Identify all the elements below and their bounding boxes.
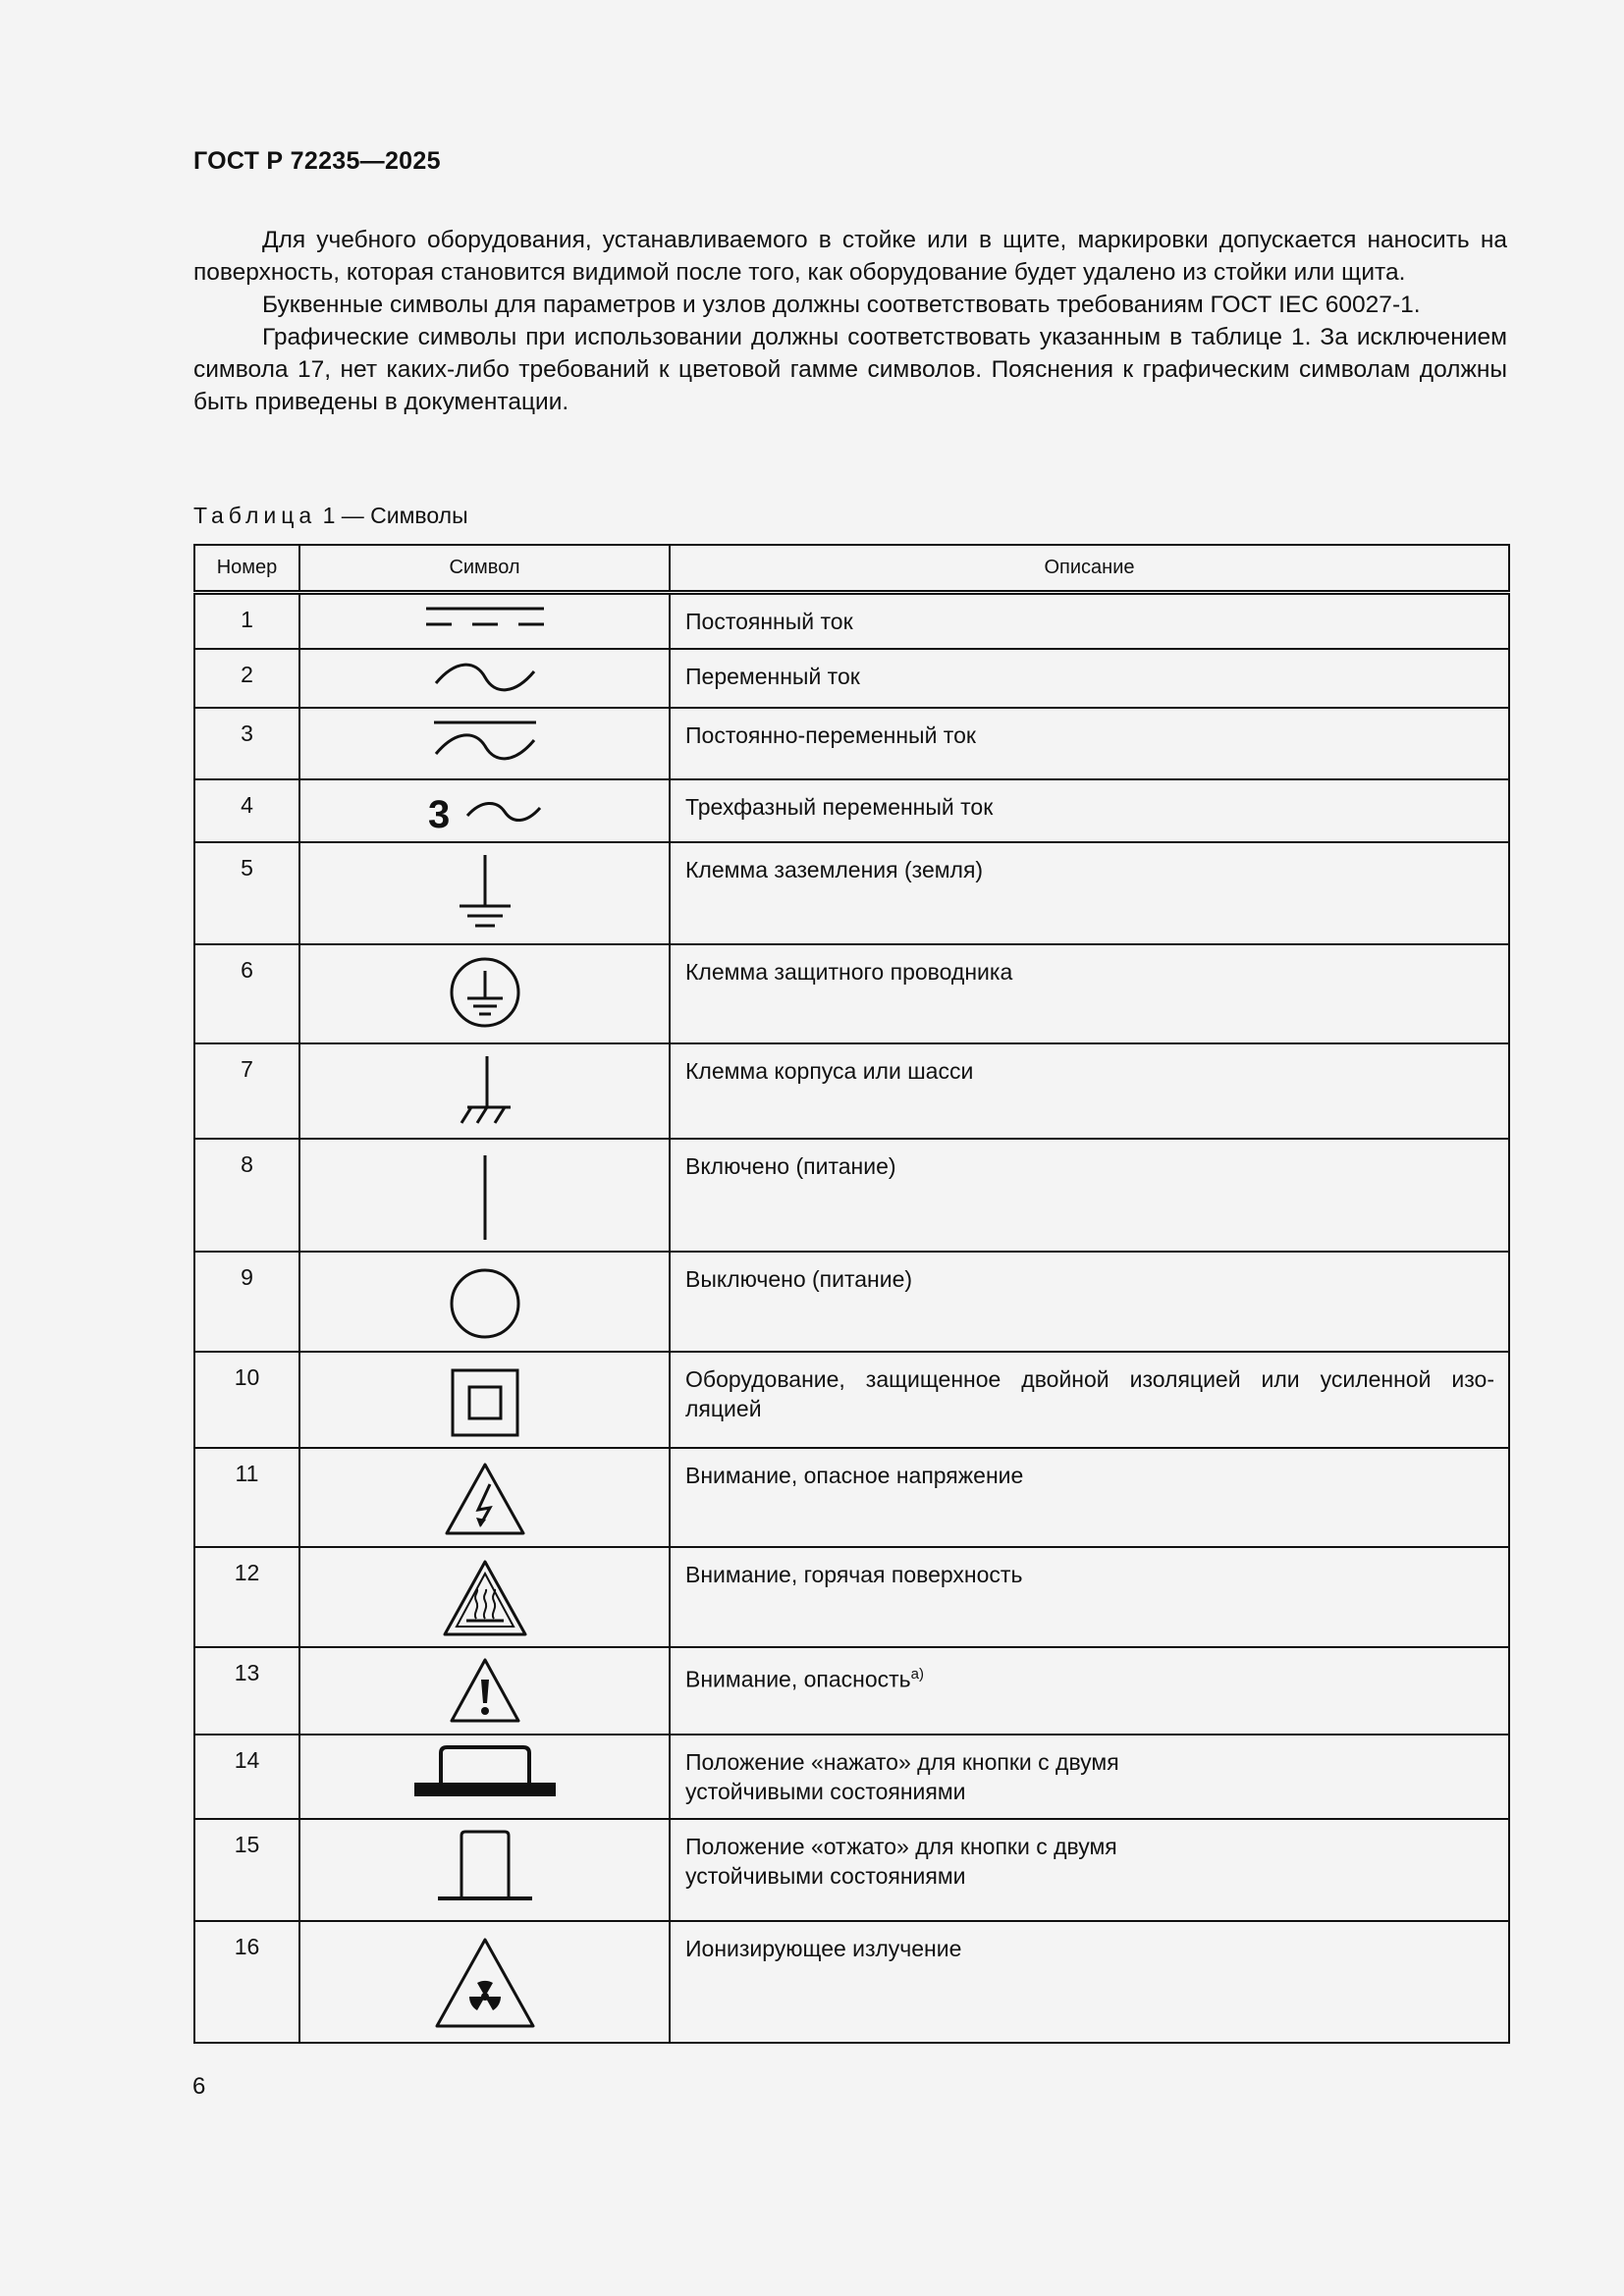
row-description: Внимание, горячая поверхность: [670, 1547, 1509, 1647]
row-description: Включено (питание): [670, 1139, 1509, 1252]
row-number: 16: [194, 1921, 299, 2043]
paragraph: Буквенные символы для параметров и узлов должны соответствовать требованиям ГОСТ IEC 60027-1.: [262, 292, 1421, 318]
row-number: 13: [194, 1647, 299, 1735]
row-number: 1: [194, 593, 299, 649]
row-number: 2: [194, 649, 299, 708]
alternating-current-icon: [426, 656, 544, 699]
symbol-cell: [299, 1921, 670, 2043]
table-row: [194, 708, 1509, 779]
column-header-description: Описание: [670, 545, 1509, 593]
table-row: [194, 1043, 1509, 1139]
symbol-cell: [299, 649, 670, 708]
table-caption-label: Таблица: [193, 503, 317, 528]
symbol-cell: [299, 779, 670, 842]
table-caption-title: 1 — Символы: [316, 503, 468, 528]
body-text: [193, 224, 1507, 418]
row-description: [670, 1647, 1509, 1735]
three-phase-ac-icon: [426, 786, 544, 835]
document-header: ГОСТ Р 72235—2025: [193, 147, 441, 175]
symbol-cell: [299, 708, 670, 779]
row-description: Выключено (питание): [670, 1252, 1509, 1352]
row-number: 12: [194, 1547, 299, 1647]
row-number: 10: [194, 1352, 299, 1448]
table-row: [194, 1647, 1509, 1735]
table-row: [194, 1735, 1509, 1819]
description-text: Внимание, опасность: [685, 1666, 911, 1692]
high-voltage-warning-icon: [441, 1455, 529, 1541]
table-row: [194, 593, 1509, 649]
symbol-cell: [299, 1352, 670, 1448]
chassis-ground-icon: [446, 1050, 524, 1133]
row-number: 11: [194, 1448, 299, 1547]
symbol-cell: [299, 1448, 670, 1547]
ionizing-radiation-icon: [431, 1928, 539, 2034]
row-number: 9: [194, 1252, 299, 1352]
symbol-cell: [299, 1819, 670, 1921]
row-number: 3: [194, 708, 299, 779]
page-number: 6: [192, 2073, 206, 2100]
symbol-cell: [299, 1043, 670, 1139]
row-description: Переменный ток: [670, 649, 1509, 708]
row-description: Внимание, опасное напряжение: [670, 1448, 1509, 1547]
symbol-cell: [299, 593, 670, 649]
row-number: 6: [194, 944, 299, 1043]
dc-ac-current-icon: [426, 715, 544, 770]
three-phase-number: 3: [427, 792, 450, 835]
description-line: устойчивыми состояниями: [685, 1778, 966, 1804]
table-row: [194, 1252, 1509, 1352]
description-line: Положение «отжато» для кнопки с двумя: [685, 1833, 1117, 1859]
table-row: [194, 1448, 1509, 1547]
button-released-icon: [416, 1826, 554, 1908]
table-header-row: [194, 545, 1509, 593]
table-row: [194, 842, 1509, 944]
row-number: 14: [194, 1735, 299, 1819]
power-off-icon: [446, 1258, 524, 1341]
description-line: устойчивыми состояниями: [685, 1862, 966, 1889]
row-number: 8: [194, 1139, 299, 1252]
table-row: [194, 1139, 1509, 1252]
hot-surface-warning-icon: [441, 1554, 529, 1640]
row-description: [670, 1819, 1509, 1921]
general-warning-icon: [446, 1654, 524, 1727]
table-row: [194, 944, 1509, 1043]
symbol-cell: [299, 1139, 670, 1252]
symbols-table: [193, 544, 1510, 2044]
symbol-cell: [299, 842, 670, 944]
symbol-cell: [299, 1735, 670, 1819]
row-description: Клемма корпуса или шасси: [670, 1043, 1509, 1139]
power-on-icon: [465, 1146, 505, 1244]
row-description: Клемма защитного проводника: [670, 944, 1509, 1043]
paragraph: Для учебного оборудования, устанавливаемого в стойке или в щите, маркировки допускается наносить на поверхность, которая становится видимой после того, как оборудование будет удалено из стойки или щита.: [193, 227, 1507, 286]
table-row: [194, 1819, 1509, 1921]
table-row: [194, 1352, 1509, 1448]
column-header-symbol: Символ: [299, 545, 670, 593]
earth-ground-icon: [446, 849, 524, 937]
table-row: [194, 1547, 1509, 1647]
symbol-cell: [299, 1647, 670, 1735]
row-description: [670, 1352, 1509, 1448]
table-row: [194, 779, 1509, 842]
row-description: Ионизирующее излучение: [670, 1921, 1509, 2043]
row-description: [670, 1735, 1509, 1819]
row-number: 15: [194, 1819, 299, 1921]
symbol-cell: [299, 1252, 670, 1352]
row-description: Постоянно-переменный ток: [670, 708, 1509, 779]
row-description: Клемма заземления (земля): [670, 842, 1509, 944]
double-insulation-icon: [446, 1359, 524, 1441]
description-line: Оборудование, защищенное двойной изоляцией или усиленной изо-: [685, 1365, 1494, 1392]
table-row: [194, 1921, 1509, 2043]
row-description: Трехфазный переменный ток: [670, 779, 1509, 842]
symbol-cell: [299, 1547, 670, 1647]
protective-conductor-icon: [446, 951, 524, 1032]
description-line: Положение «нажато» для кнопки с двумя: [685, 1748, 1119, 1775]
description-line: ляцией: [685, 1395, 762, 1421]
column-header-number: Номер: [194, 545, 299, 593]
row-number: 5: [194, 842, 299, 944]
row-number: 4: [194, 779, 299, 842]
row-number: 7: [194, 1043, 299, 1139]
symbol-cell: [299, 944, 670, 1043]
table-caption: [193, 503, 468, 529]
direct-current-icon: [421, 601, 549, 640]
row-description: Постоянный ток: [670, 593, 1509, 649]
paragraph: Графические символы при использовании должны соответствовать указанным в таблице 1. За исключением символа 17, нет каких-либо требований к цветовой гамме символов. Пояснения к графическим символам должны быть приведены в документации.: [193, 324, 1507, 415]
table-row: [194, 649, 1509, 708]
button-pressed-icon: [411, 1741, 559, 1804]
footnote-marker: а): [910, 1665, 925, 1682]
